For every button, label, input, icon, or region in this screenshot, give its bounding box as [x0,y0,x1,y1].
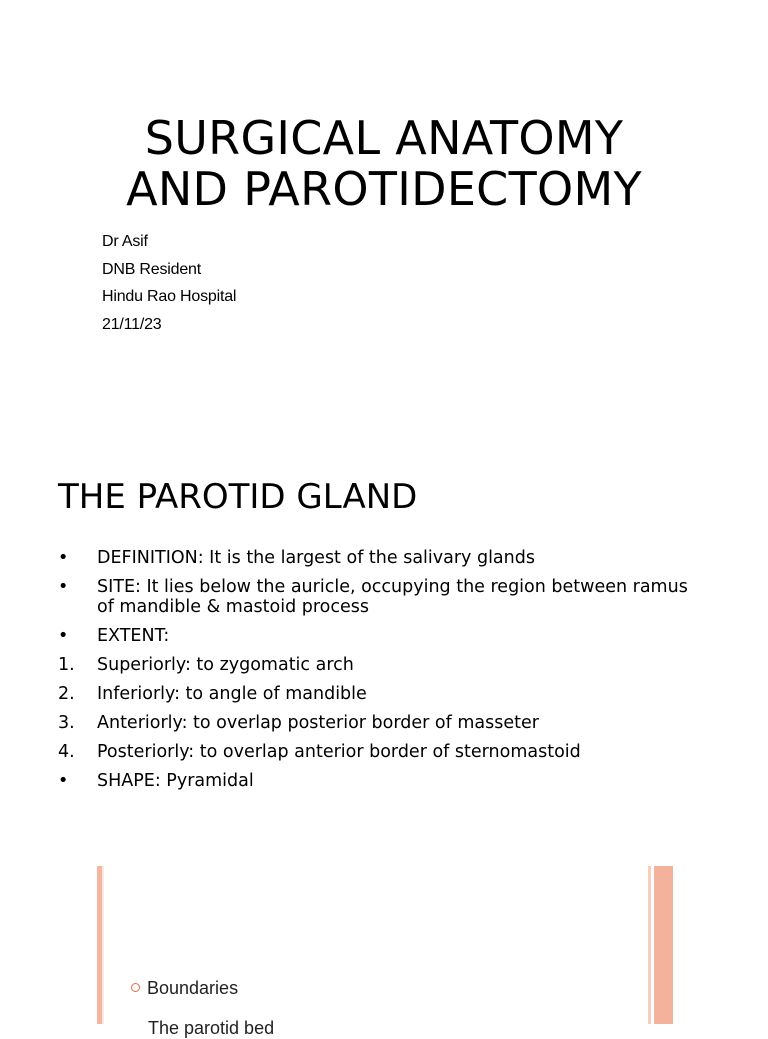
author-role: DNB Resident [102,260,201,278]
author-institution: Hindu Rao Hospital [102,288,237,305]
list-item-text: Superiorly: to zygomatic arch [97,655,354,675]
boundaries-label: Boundaries [147,978,239,998]
list-item [58,684,708,704]
list-item [58,771,708,791]
bullet-marker: • [58,771,69,791]
title-line-2: AND PAROTIDECTOMY [126,162,642,216]
list-item-text: SHAPE: Pyramidal [97,771,254,791]
boundaries-item [131,977,238,999]
circle-bullet-icon [131,983,140,992]
list-item [58,742,708,762]
number-marker: 1. [58,655,75,675]
list-item [58,713,708,733]
list-item-text: Anteriorly: to overlap posterior border of masseter [97,713,539,733]
list-item [58,577,708,617]
list-item [58,655,708,675]
number-marker: 4. [58,742,75,762]
list-item-text: EXTENT: [97,626,170,646]
left-accent-stripe-light [102,866,104,1024]
presentation-date: 21/11/23 [102,315,162,333]
right-accent-stripe [654,866,673,1024]
slide-title [0,113,768,215]
title-slide [0,0,768,430]
slide-heading: THE PAROTID GLAND [58,477,418,517]
title-line-1: SURGICAL ANATOMY [144,111,624,165]
content-slide [0,430,768,860]
number-marker: 3. [58,713,75,733]
boundaries-slide [0,866,768,1038]
bullet-marker: • [58,626,69,646]
slide-subtitle [102,228,236,338]
bullet-marker: • [58,548,69,568]
author-name: Dr Asif [102,233,148,250]
cropped-next-line: The parotid bed [148,1018,275,1038]
bullet-marker: • [58,577,69,597]
bullet-list [58,548,708,800]
list-item-text: DEFINITION: It is the largest of the salivary glands [97,548,535,568]
number-marker: 2. [58,684,75,704]
list-item-text: Inferiorly: to angle of mandible [97,684,367,704]
list-item-text: Posteriorly: to overlap anterior border of sternomastoid [97,742,581,762]
list-item [58,548,708,568]
list-item-text: SITE: It lies below the auricle, occupying the region between ramus of mandible & mastoid process [97,577,688,617]
list-item [58,626,708,646]
